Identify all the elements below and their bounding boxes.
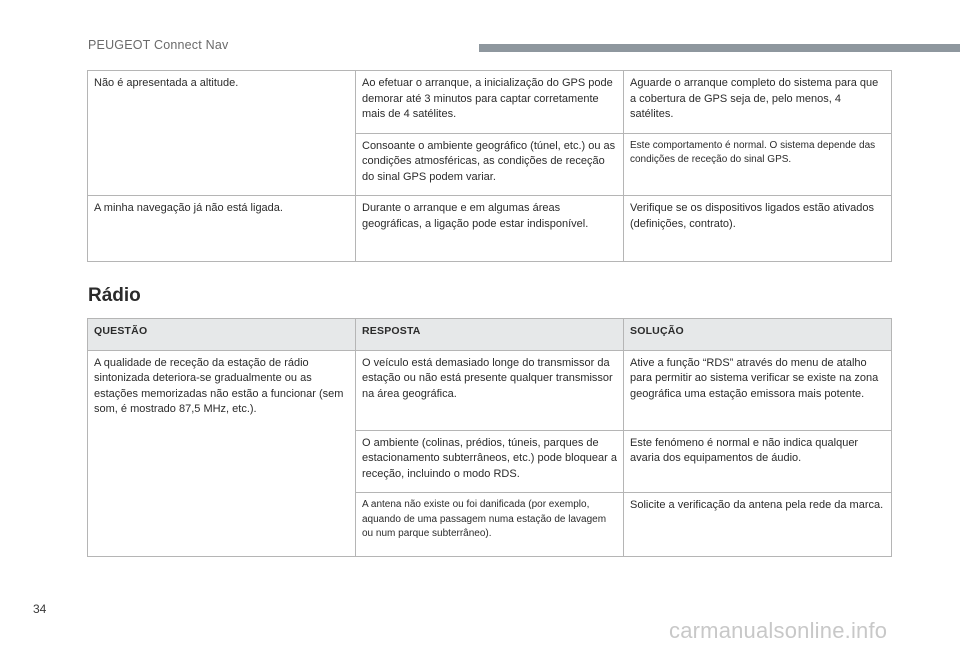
section-title-radio: Rádio bbox=[88, 285, 141, 306]
answer-cell: Durante o arranque e em algumas áreas geográficas, a ligação pode estar indisponível. bbox=[356, 196, 624, 262]
solution-cell: Aguarde o arranque completo do sistema para que a cobertura de GPS seja de, pelo menos, 4 satélites. bbox=[624, 71, 892, 134]
table-row bbox=[88, 71, 892, 134]
table-row bbox=[88, 350, 892, 430]
radio-troubleshooting-table bbox=[87, 318, 892, 557]
solution-cell: Ative a função “RDS” através do menu de atalho para permitir ao sistema verificar se existe na zona geográfica uma estação emissora mais potente. bbox=[624, 350, 892, 430]
watermark-text: carmanualsonline.info bbox=[669, 618, 888, 643]
column-header-answer: RESPOSTA bbox=[356, 319, 624, 351]
solution-cell: Verifique se os dispositivos ligados estão ativados (definições, contrato). bbox=[624, 196, 892, 262]
answer-cell: Ao efetuar o arranque, a inicialização do GPS pode demorar até 3 minutos para captar corretamente mais de 4 satélites. bbox=[356, 71, 624, 134]
document-header-title: PEUGEOT Connect Nav bbox=[88, 38, 229, 52]
answer-cell: O veículo está demasiado longe do transmissor da estação ou não está presente qualquer transmissor na área geográfica. bbox=[356, 350, 624, 430]
page-number: 34 bbox=[33, 602, 47, 616]
gps-troubleshooting-table bbox=[87, 70, 892, 262]
table-row bbox=[88, 196, 892, 262]
question-cell: Não é apresentada a altitude. bbox=[88, 71, 356, 196]
column-header-question: QUESTÃO bbox=[88, 319, 356, 351]
solution-cell: Solicite a verificação da antena pela rede da marca. bbox=[624, 493, 892, 557]
question-cell: A qualidade de receção da estação de rádio sintonizada deteriora-se gradualmente ou as estações memorizadas não estão a funcionar (sem som, é mostrado 87,5 MHz, etc.). bbox=[88, 350, 356, 557]
column-header-solution: SOLUÇÃO bbox=[624, 319, 892, 351]
solution-cell: Este comportamento é normal. O sistema depende das condições de receção do sinal GPS. bbox=[624, 133, 892, 196]
answer-cell: Consoante o ambiente geográfico (túnel, etc.) ou as condições atmosféricas, as condições de receção do sinal GPS podem variar. bbox=[356, 133, 624, 196]
table-header-row bbox=[88, 319, 892, 351]
solution-cell: Este fenómeno é normal e não indica qualquer avaria dos equipamentos de áudio. bbox=[624, 430, 892, 493]
header-accent-bar bbox=[479, 44, 960, 52]
answer-cell: O ambiente (colinas, prédios, túneis, parques de estacionamento subterrâneos, etc.) pode bloquear a receção, incluindo o modo RDS. bbox=[356, 430, 624, 493]
answer-cell: A antena não existe ou foi danificada (por exemplo, aquando de uma passagem numa estação de lavagem ou num parque subterrâneo). bbox=[356, 493, 624, 557]
question-cell: A minha navegação já não está ligada. bbox=[88, 196, 356, 262]
